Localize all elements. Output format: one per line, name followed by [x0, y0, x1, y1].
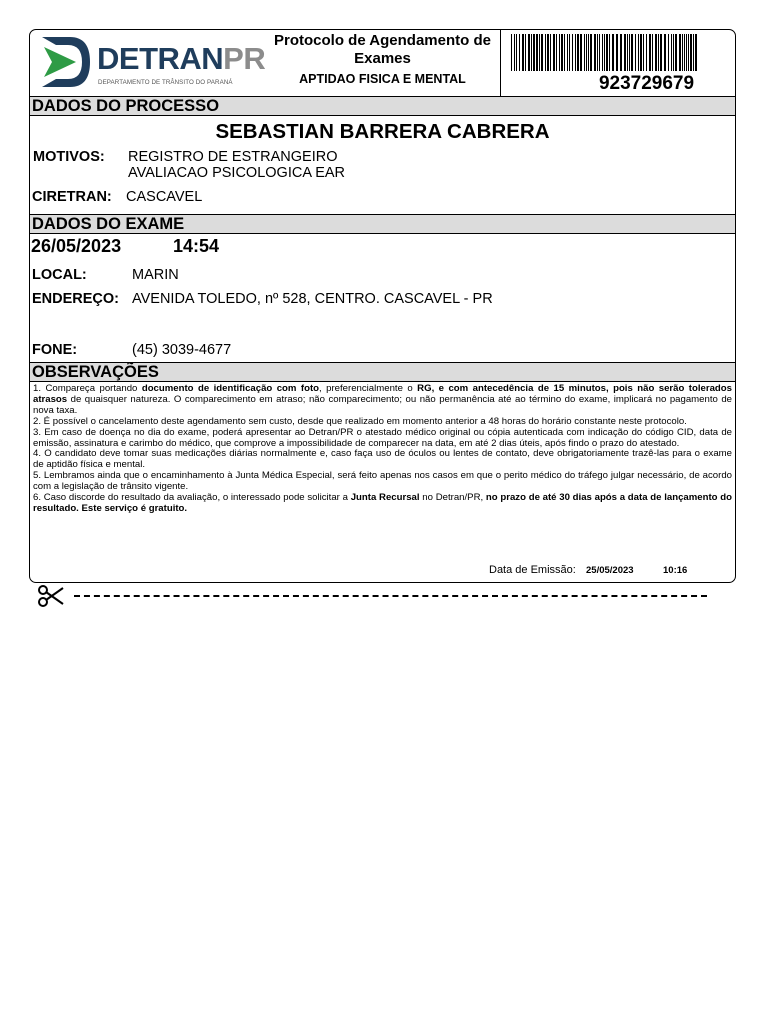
observacoes-list — [33, 384, 732, 515]
barcode-bar — [609, 34, 610, 71]
protocol-document — [29, 29, 736, 583]
barcode-bar — [686, 34, 687, 71]
candidate-name: SEBASTIAN BARRERA CABRERA — [215, 120, 550, 143]
local-value: MARIN — [132, 267, 179, 283]
barcode-bar — [575, 34, 576, 71]
emissao-time: 10:16 — [663, 565, 688, 576]
section-exame-header: DADOS DO EXAME — [30, 214, 735, 234]
barcode-bar — [569, 34, 570, 71]
barcode-bar — [627, 34, 628, 71]
observacao-item: 6. Caso discorde do resultado da avaliação, o interessado pode solicitar a Junta Recursal no Detran/PR, no prazo de até 30 dias após a data de lançamento do resultado. Este serviço é gratuito. — [33, 492, 732, 514]
barcode-bar — [604, 34, 605, 71]
barcode-bar — [590, 34, 592, 71]
barcode-bar — [602, 34, 603, 71]
barcode-bar — [643, 34, 644, 71]
barcode-bar — [594, 34, 596, 71]
barcode-bar — [631, 34, 633, 71]
barcode-bar — [556, 34, 557, 71]
section-processo-header: DADOS DO PROCESSO — [30, 96, 735, 116]
barcode-bar — [668, 34, 669, 71]
barcode-bar — [655, 34, 657, 71]
barcode-bar — [664, 34, 666, 71]
barcode — [511, 34, 727, 71]
barcode-bar — [690, 34, 692, 71]
barcode-bar — [580, 34, 582, 71]
barcode-bar — [588, 34, 589, 71]
ciretran-value: CASCAVEL — [126, 189, 203, 205]
barcode-bar — [511, 34, 512, 71]
barcode-bar — [688, 34, 689, 71]
barcode-bar — [533, 34, 535, 71]
barcode-bar — [539, 34, 540, 71]
barcode-bar — [649, 34, 651, 71]
barcode-bar — [586, 34, 587, 71]
local-label: LOCAL: — [32, 267, 87, 283]
document-header — [30, 30, 735, 97]
barcode-bar — [671, 34, 672, 71]
barcode-bar — [564, 34, 565, 71]
section-observacoes-header: OBSERVAÇÕES — [30, 362, 735, 382]
endereco-label: ENDEREÇO: — [32, 291, 120, 307]
barcode-bar — [522, 34, 524, 71]
barcode-bar — [638, 34, 639, 71]
barcode-bar — [658, 34, 659, 71]
barcode-bar — [525, 34, 526, 71]
barcode-bar — [646, 34, 647, 71]
endereco-value: AVENIDA TOLEDO, nº 528, CENTRO. CASCAVEL - PR — [132, 291, 493, 307]
motivo-item: AVALIACAO PSICOLOGICA EAR — [128, 165, 346, 181]
cut-line — [38, 585, 718, 609]
motivo-item: REGISTRO DE ESTRANGEIRO — [128, 149, 338, 165]
barcode-bar — [606, 34, 608, 71]
fone-label: FONE: — [32, 342, 78, 358]
observacao-item: 5. Lembramos ainda que o encaminhamento à Junta Médica Especial, será feito apenas nos casos em que o perito médico do tráfego julgar necessário, de acordo com a legislação de trânsito vigente. — [33, 470, 732, 493]
observacao-item: 2. É possível o cancelamento deste agendamento sem custo, desde que realizado em momento anterior a 48 horas do horário constante neste protocolo. — [33, 415, 687, 427]
barcode-bar — [652, 34, 653, 71]
barcode-bar — [541, 34, 543, 71]
logo-subtitle: DEPARTAMENTO DE TRÂNSITO DO PARANÁ — [98, 79, 233, 86]
barcode-bar — [545, 34, 546, 71]
barcode-box — [500, 30, 736, 97]
barcode-bar — [514, 34, 515, 71]
document-subtitle: APTIDAO FISICA E MENTAL — [299, 72, 466, 86]
barcode-bar — [640, 34, 642, 71]
barcode-bar — [693, 34, 694, 71]
barcode-bar — [561, 34, 563, 71]
scissors-icon — [38, 585, 64, 607]
barcode-bar — [597, 34, 598, 71]
barcode-bar — [695, 34, 697, 71]
barcode-bar — [675, 34, 677, 71]
barcode-bar — [550, 34, 551, 71]
barcode-bar — [679, 34, 681, 71]
barcode-bar — [616, 34, 618, 71]
barcode-bar — [660, 34, 662, 71]
observacao-item: 3. Em caso de doença no dia do exame, poderá apresentar ao Detran/PR o atestado médico original ou cópia autenticada com indicação do código CID, data de emissão, assinatura e carimbo do médico, que comprove a impossibilidade de comparecer na data, em até 2 dias úteis, após findo o prazo do atestado. — [33, 426, 732, 449]
barcode-bar — [624, 34, 626, 71]
barcode-bar — [531, 34, 532, 71]
emissao-label: Data de Emissão: — [489, 564, 576, 576]
barcode-bar — [673, 34, 674, 71]
exam-time: 14:54 — [173, 236, 220, 256]
barcode-bar — [599, 34, 600, 71]
barcode-bar — [519, 34, 520, 71]
barcode-bar — [684, 34, 685, 71]
barcode-bar — [612, 34, 614, 71]
barcode-bar — [567, 34, 568, 71]
barcode-bar — [577, 34, 579, 71]
document-title-block — [245, 32, 520, 86]
barcode-bar — [620, 34, 622, 71]
fone-value: (45) 3039-4677 — [132, 342, 232, 358]
barcode-bar — [635, 34, 636, 71]
barcode-bar — [516, 34, 517, 71]
barcode-bar — [559, 34, 560, 71]
barcode-bar — [528, 34, 530, 71]
barcode-bar — [547, 34, 549, 71]
detran-arrow-logo-icon — [40, 35, 92, 89]
document-title: Protocolo de Agendamento de Exames — [274, 32, 491, 67]
protocol-number: 923729679 — [598, 73, 695, 94]
motivos-label: MOTIVOS: — [33, 149, 105, 165]
observacao-item: 4. O candidato deve tomar suas medicações diárias normalmente e, caso faça uso de óculos ou lentes de contato, deve obrigatoriamente trazê-las para o exame de aptidão física e mental. — [33, 448, 732, 471]
emissao-date: 25/05/2023 — [586, 565, 634, 576]
cut-dashed-line — [74, 595, 707, 597]
barcode-bar — [584, 34, 585, 71]
barcode-bar — [682, 34, 683, 71]
ciretran-label: CIRETRAN: — [32, 189, 112, 205]
exam-date: 26/05/2023 — [31, 236, 122, 256]
detran-logo — [40, 35, 266, 91]
logo-brand: DETRANPR — [97, 41, 266, 76]
barcode-bar — [536, 34, 538, 71]
barcode-bar — [572, 34, 573, 71]
observacao-item: 1. Compareça portando documento de identificação com foto, preferencialmente o RG, e com antecedência de 15 minutos, pois não serão tolerados atrasos de quaisquer natureza. O comparecimento em atraso; não comparecimento; ou não permanência até ao término do exame, implicará no pagamento de nova taxa. — [33, 383, 732, 416]
barcode-bar — [629, 34, 630, 71]
barcode-bar — [553, 34, 555, 71]
